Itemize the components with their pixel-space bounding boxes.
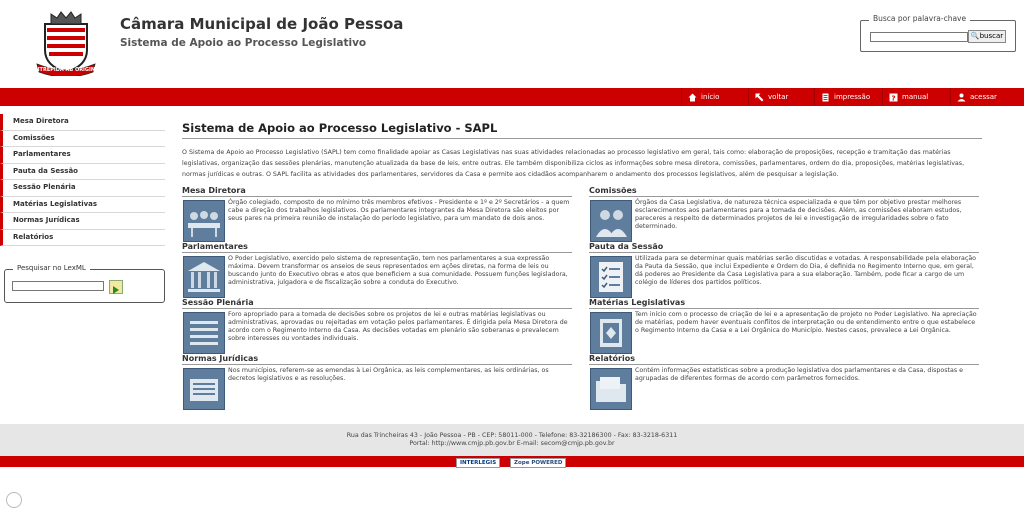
nav-manual[interactable] bbox=[882, 88, 928, 106]
reports-folder-icon[interactable] bbox=[590, 368, 632, 410]
search-button-label: buscar bbox=[979, 32, 1004, 40]
top-nav-bar bbox=[0, 88, 1024, 106]
page-subtitle: Sistema de Apoio ao Processo Legislativo bbox=[120, 37, 367, 49]
lexml-search-button[interactable] bbox=[109, 280, 123, 294]
section-comissoes bbox=[589, 186, 979, 231]
legal-norms-icon[interactable] bbox=[183, 368, 225, 410]
section-text: Contém informações estatísticas sobre a produção legislativa dos parlamentares e da Casa, dispostas e agrupadas de diferentes formas de acordo com parâmetros fornecidos. bbox=[635, 367, 964, 382]
section-text: Utilizada para se determinar quais matérias serão discutidas e votadas. A responsabilidade pela elaboração da Pauta da Sessão, que inclui Expediente e Ordem do Dia, é definida no Regimento Interno que, em geral, dá poderes ao Presidente da Casa Legislativa para a sua elaboração. Também, pode ficar a cargo de um colégio de líderes dos partidos políticos. bbox=[635, 255, 977, 286]
sidebar-item-sessao-plenaria[interactable]: Sessão Plenária bbox=[0, 180, 165, 197]
section-title[interactable]: Comissões bbox=[589, 186, 979, 197]
help-icon bbox=[889, 93, 898, 102]
section-pauta-da-sessao bbox=[589, 242, 979, 287]
main-title: Sistema de Apoio ao Processo Legislativo - SAPL bbox=[182, 121, 982, 139]
main-content bbox=[182, 121, 982, 416]
nav-label: impressão bbox=[834, 93, 871, 101]
section-relatorios bbox=[589, 354, 979, 383]
section-text: Foro apropriado para a tomada de decisões sobre os projetos de lei e outras matérias legislativas ou administrativas, aprovadas ou rejeitadas em votação pelos parlamentares. É dirigida pela Mesa Diretora de acordo com o Regimento Interno da Casa. As decisões votadas em plenário são soberanas e prevalecem sobre interesses ou vontades individuais. bbox=[228, 311, 568, 342]
sidebar-item-parlamentares[interactable]: Parlamentares bbox=[0, 147, 165, 164]
sidebar bbox=[0, 114, 165, 246]
footer-portal: Portal: http://www.cmjp.pb.gov.br E-mail: secom@cmjp.pb.gov.br bbox=[409, 440, 615, 447]
home-icon bbox=[688, 93, 697, 102]
back-arrow-icon bbox=[755, 93, 764, 102]
committee-icon[interactable] bbox=[590, 200, 632, 242]
user-icon bbox=[957, 93, 966, 102]
section-text: O Poder Legislativo, exercido pelo sistema de representação, tem nos parlamentares a sua expressão máxima. Devem transformar os anseios de seus representados em ações diretas, na forma de leis ou buscando junto do Executivo obras e atos que beneficiem a sua comunidade. Possuem funções legisladora, administrativa, julgadora e de fiscalização sobre a conduta do Executivo. bbox=[228, 255, 568, 286]
partial-circle-icon bbox=[6, 492, 22, 508]
checklist-icon[interactable] bbox=[590, 256, 632, 298]
section-text: Órgãos da Casa Legislativa, de natureza técnica especializada e que têm por objetivo prestar melhores esclarecimentos aos parlamentares para a tomada de decisões. Além, as comissões elaboram estudos, pareceres a respeito de determinados projetos de lei e investigação de irregularidades sobre o fato determinado. bbox=[635, 199, 962, 230]
interlegis-badge[interactable]: INTERLEGIS bbox=[456, 458, 500, 468]
section-materias-legislativas bbox=[589, 298, 979, 335]
sidebar-item-relatorios[interactable]: Relatórios bbox=[0, 230, 165, 247]
law-book-icon[interactable] bbox=[590, 312, 632, 354]
section-text: Órgão colegiado, composto de no mínimo três membros efetivos - Presidente e 1º e 2º Secretários - a quem cabe a direção dos trabalhos legislativos. Os parlamentares integrantes da Mesa Diretora são eleitos por seus pares na primeira reunião de instalação do período legislativo, para um mandato de dois anos. bbox=[228, 199, 570, 222]
search-legend: Busca por palavra-chave bbox=[869, 14, 970, 23]
zope-powered-badge[interactable]: Zope POWERED bbox=[510, 458, 566, 468]
search-button[interactable] bbox=[968, 30, 1006, 43]
nav-label: voltar bbox=[768, 93, 789, 101]
sidebar-item-normas-juridicas[interactable]: Normas Jurídicas bbox=[0, 213, 165, 230]
search-input[interactable] bbox=[870, 32, 968, 42]
section-title[interactable]: Normas Jurídicas bbox=[182, 354, 572, 365]
nav-impressao[interactable] bbox=[814, 88, 870, 106]
svg-text:?: ? bbox=[891, 94, 896, 102]
meeting-table-icon[interactable] bbox=[183, 200, 225, 242]
section-title[interactable]: Mesa Diretora bbox=[182, 186, 572, 197]
nav-label: manual bbox=[902, 93, 929, 101]
section-text: Nos municípios, referem-se as emendas à Lei Orgânica, as leis complementares, as leis ordinárias, os decretos legislativos e as resoluções. bbox=[228, 367, 549, 382]
section-title[interactable]: Sessão Plenária bbox=[182, 298, 572, 309]
section-normas-juridicas bbox=[182, 354, 572, 383]
coat-of-arms-logo[interactable] bbox=[33, 10, 99, 76]
section-title[interactable]: Relatórios bbox=[589, 354, 979, 365]
lexml-search-input[interactable] bbox=[12, 281, 104, 291]
svg-text:INTREPIDA AB ORIGINE: INTREPIDA AB ORIGINE bbox=[33, 67, 99, 73]
sidebar-item-comissoes[interactable]: Comissões bbox=[0, 131, 165, 148]
nav-inicio[interactable] bbox=[681, 88, 719, 106]
search-icon: 🔍 bbox=[970, 32, 980, 40]
section-parlamentares bbox=[182, 242, 572, 287]
keyword-search-box bbox=[860, 14, 1016, 52]
nav-acessar[interactable] bbox=[950, 88, 997, 106]
sections-grid bbox=[182, 186, 982, 416]
sidebar-item-mesa-diretora[interactable]: Mesa Diretora bbox=[0, 114, 165, 131]
section-sessao-plenaria bbox=[182, 298, 572, 343]
sidebar-item-materias-legislativas[interactable]: Matérias Legislativas bbox=[0, 197, 165, 214]
go-arrow-icon bbox=[110, 284, 122, 296]
section-mesa-diretora bbox=[182, 186, 572, 223]
footer bbox=[0, 424, 1024, 456]
parliament-building-icon[interactable] bbox=[183, 256, 225, 298]
section-title[interactable]: Pauta da Sessão bbox=[589, 242, 979, 253]
print-icon bbox=[821, 93, 830, 102]
plenary-icon[interactable] bbox=[183, 312, 225, 354]
lexml-search-box bbox=[4, 264, 165, 303]
section-title[interactable]: Parlamentares bbox=[182, 242, 572, 253]
section-text: Tem início com o processo de criação de lei e a apresentação de projeto no Poder Legislativo. Na apreciação de matérias, podem haver eventuais conflitos de interpretação ou de entendimento entre o que estabelece o Regimento Interno da Casa e a Lei Orgânica do Município. Nestes casos, prevalece a Lei Orgânica. bbox=[635, 311, 977, 334]
intro-paragraph: O Sistema de Apoio ao Processo Legislativo (SAPL) tem como finalidade apoiar as Casas Legislativas nas suas atividades relacionadas ao processo legislativo em geral, tais como: elaboração de proposições, recepção e tramitação das matérias legislativas, organização das sessões plenárias, manutenção atualizada da base de leis, entre outras. Ele também disponibiliza ciclos as informações sobre mesa diretora, comissões, parlamentares, ordem do dia, proposições, matérias legislativas, normas jurídicas e outras. O SAPL facilita as atividades dos parlamentares, servidores da Casa e permite aos cidadãos acompanharem o andamento dos processos legislativos, além de pesquisar a legislação. bbox=[182, 149, 965, 178]
nav-label: acessar bbox=[970, 93, 997, 101]
nav-voltar[interactable] bbox=[748, 88, 788, 106]
lexml-legend: Pesquisar no LexML bbox=[13, 264, 90, 272]
page-title: Câmara Municipal de João Pessoa bbox=[120, 15, 404, 33]
section-title[interactable]: Matérias Legislativas bbox=[589, 298, 979, 309]
sidebar-item-pauta-da-sessao[interactable]: Pauta da Sessão bbox=[0, 164, 165, 181]
footer-address: Rua das Trincheiras 43 - João Pessoa - PB - CEP: 58011-000 - Telefone: 83-32186300 - Fax: 83-3218-6311 bbox=[346, 432, 678, 439]
header bbox=[0, 0, 1024, 88]
nav-label: início bbox=[701, 93, 720, 101]
